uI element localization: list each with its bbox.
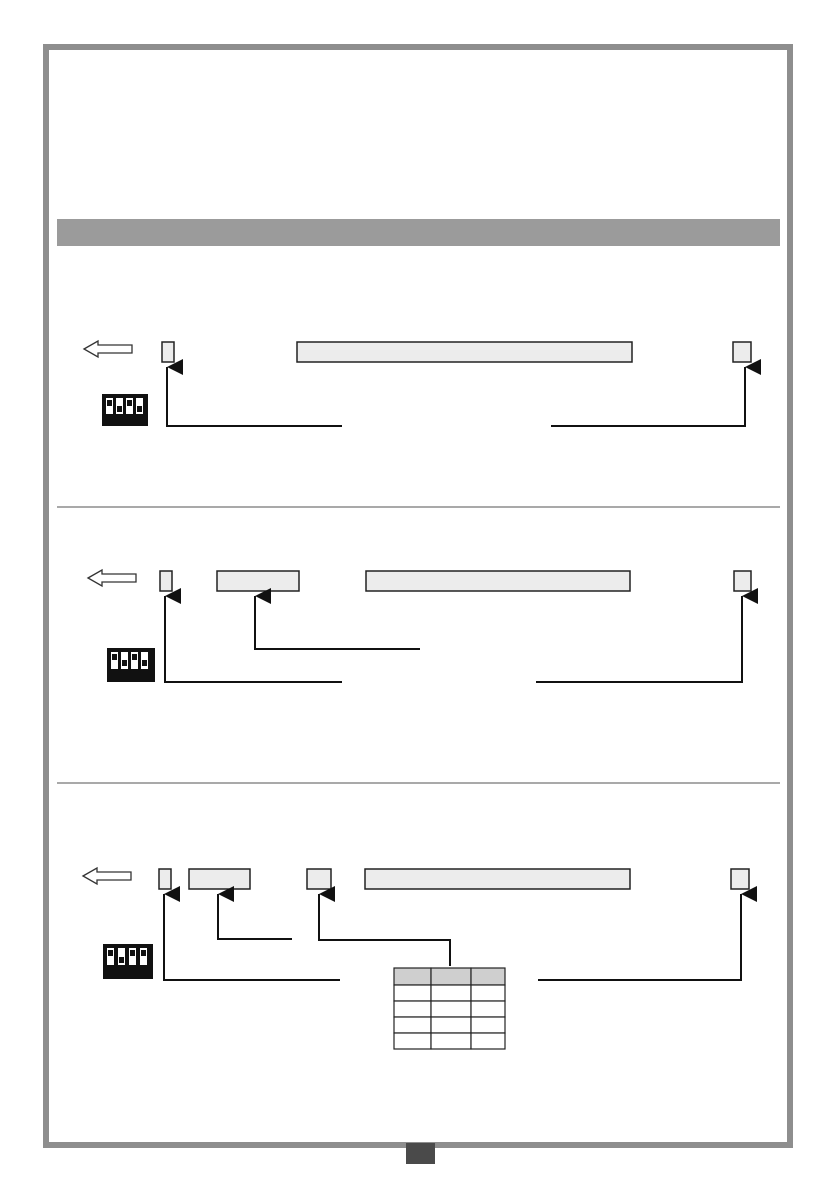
start-bit-field bbox=[159, 869, 171, 889]
start-bit-pointer bbox=[167, 367, 342, 426]
start-bit-field bbox=[162, 342, 174, 362]
dip-switch-icon bbox=[102, 394, 148, 426]
stop-bit-field bbox=[731, 869, 749, 889]
direction-arrow-icon bbox=[88, 570, 136, 586]
frame-diagram-1 bbox=[0, 330, 837, 440]
stop-bit-field bbox=[734, 571, 751, 591]
stop-bit-pointer bbox=[551, 367, 745, 426]
stop-bit-pointer bbox=[538, 894, 741, 980]
stop-bit-field bbox=[733, 342, 751, 362]
parity-table bbox=[394, 968, 505, 1049]
address-field bbox=[189, 869, 250, 889]
address-field-pointer bbox=[218, 894, 292, 939]
start-bit-field bbox=[160, 571, 172, 591]
data-field bbox=[365, 869, 630, 889]
frame-diagram-2 bbox=[0, 560, 837, 690]
start-bit-pointer bbox=[165, 596, 342, 682]
section-header-bar bbox=[57, 219, 780, 246]
direction-arrow-icon bbox=[83, 868, 131, 884]
section-divider-1 bbox=[57, 506, 780, 508]
dip-switch-icon bbox=[103, 944, 153, 979]
page-number-tab bbox=[406, 1143, 435, 1164]
parity-field-pointer bbox=[319, 894, 450, 966]
data-field bbox=[366, 571, 630, 591]
address-field-pointer bbox=[255, 596, 420, 649]
section-divider-2 bbox=[57, 782, 780, 784]
data-field bbox=[297, 342, 632, 362]
start-bit-pointer bbox=[164, 894, 340, 980]
parity-field bbox=[307, 869, 331, 889]
address-field bbox=[217, 571, 299, 591]
frame-diagram-3 bbox=[0, 860, 837, 1060]
stop-bit-pointer bbox=[536, 596, 742, 682]
direction-arrow-icon bbox=[84, 341, 132, 357]
dip-switch-icon bbox=[107, 648, 155, 682]
